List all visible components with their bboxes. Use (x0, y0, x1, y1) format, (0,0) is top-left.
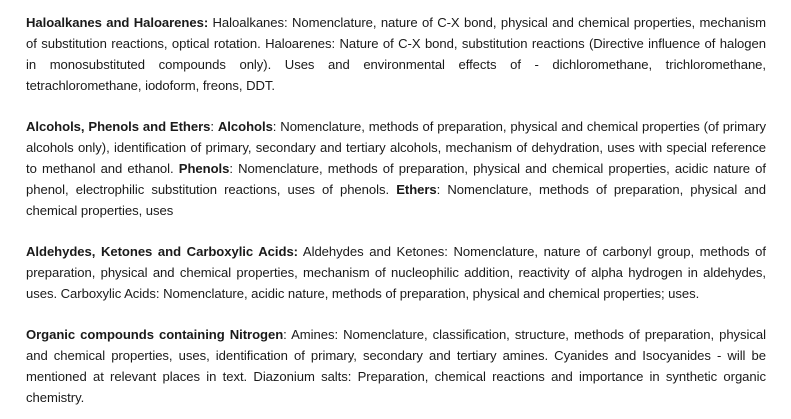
section-body: : Nomenclature, methods of preparation, physical and chemical properties (of primary alcohols only), identification of primary, secondary and tertiary alcohols, mechanism of dehydration, uses with special reference to methanol and ethanol. (26, 119, 767, 176)
section-heading: Aldehydes, Ketones and Carboxylic Acids: (26, 244, 298, 260)
section-haloalkanes (26, 13, 766, 97)
heading-separator: : (210, 119, 218, 135)
section-organic-nitrogen (26, 325, 766, 409)
section-alcohols-phenols-ethers (26, 117, 766, 222)
section-heading: Organic compounds containing Nitrogen (26, 327, 284, 343)
section-body: Haloalkanes: Nomenclature, nature of C-X bond, physical and chemical properties, mechanism of substitution reactions, optical rotation. Haloarenes: Nature of C-X bond, substitution reactions (Directive influence of halogen in monosubstituted compounds only). Uses and environmental effects of - dichloromethane, trichloromethane, tetrachloromethane, iodoform, freons, DDT. (26, 15, 766, 93)
subheading-alcohols: Alcohols (217, 119, 273, 135)
section-aldehydes-ketones-acids (26, 242, 766, 305)
section-body: : Amines: Nomenclature, classification, structure, methods of preparation, physical and chemical properties, uses, identification of primary, secondary and tertiary amines. Cyanides and Isocyanides - will be mentioned at relevant places in text. Diazonium salts: Preparation, chemical reactions and importance in synthetic organic chemistry. (26, 327, 766, 406)
section-body: : Nomenclature, methods of preparation, physical and chemical properties, uses (26, 181, 767, 218)
section-heading: Haloalkanes and Haloarenes: (26, 15, 209, 30)
subheading-phenols: Phenols (178, 160, 230, 176)
subheading-ethers: Ethers (396, 181, 437, 197)
section-body: : Nomenclature, methods of preparation, physical and chemical properties, acidic nature of phenol, electrophilic substitution reactions, uses of phenols. (26, 160, 767, 197)
section-body: Aldehydes and Ketones: Nomenclature, nature of carbonyl group, methods of preparation, physical and chemical properties, mechanism of nucleophilic addition, reactivity of alpha hydrogen in aldehydes, uses. Carboxylic Acids: Nomenclature, acidic nature, methods of preparation, physical and chemical properties; uses. (26, 244, 767, 301)
section-heading: Alcohols, Phenols and Ethers (26, 119, 211, 135)
